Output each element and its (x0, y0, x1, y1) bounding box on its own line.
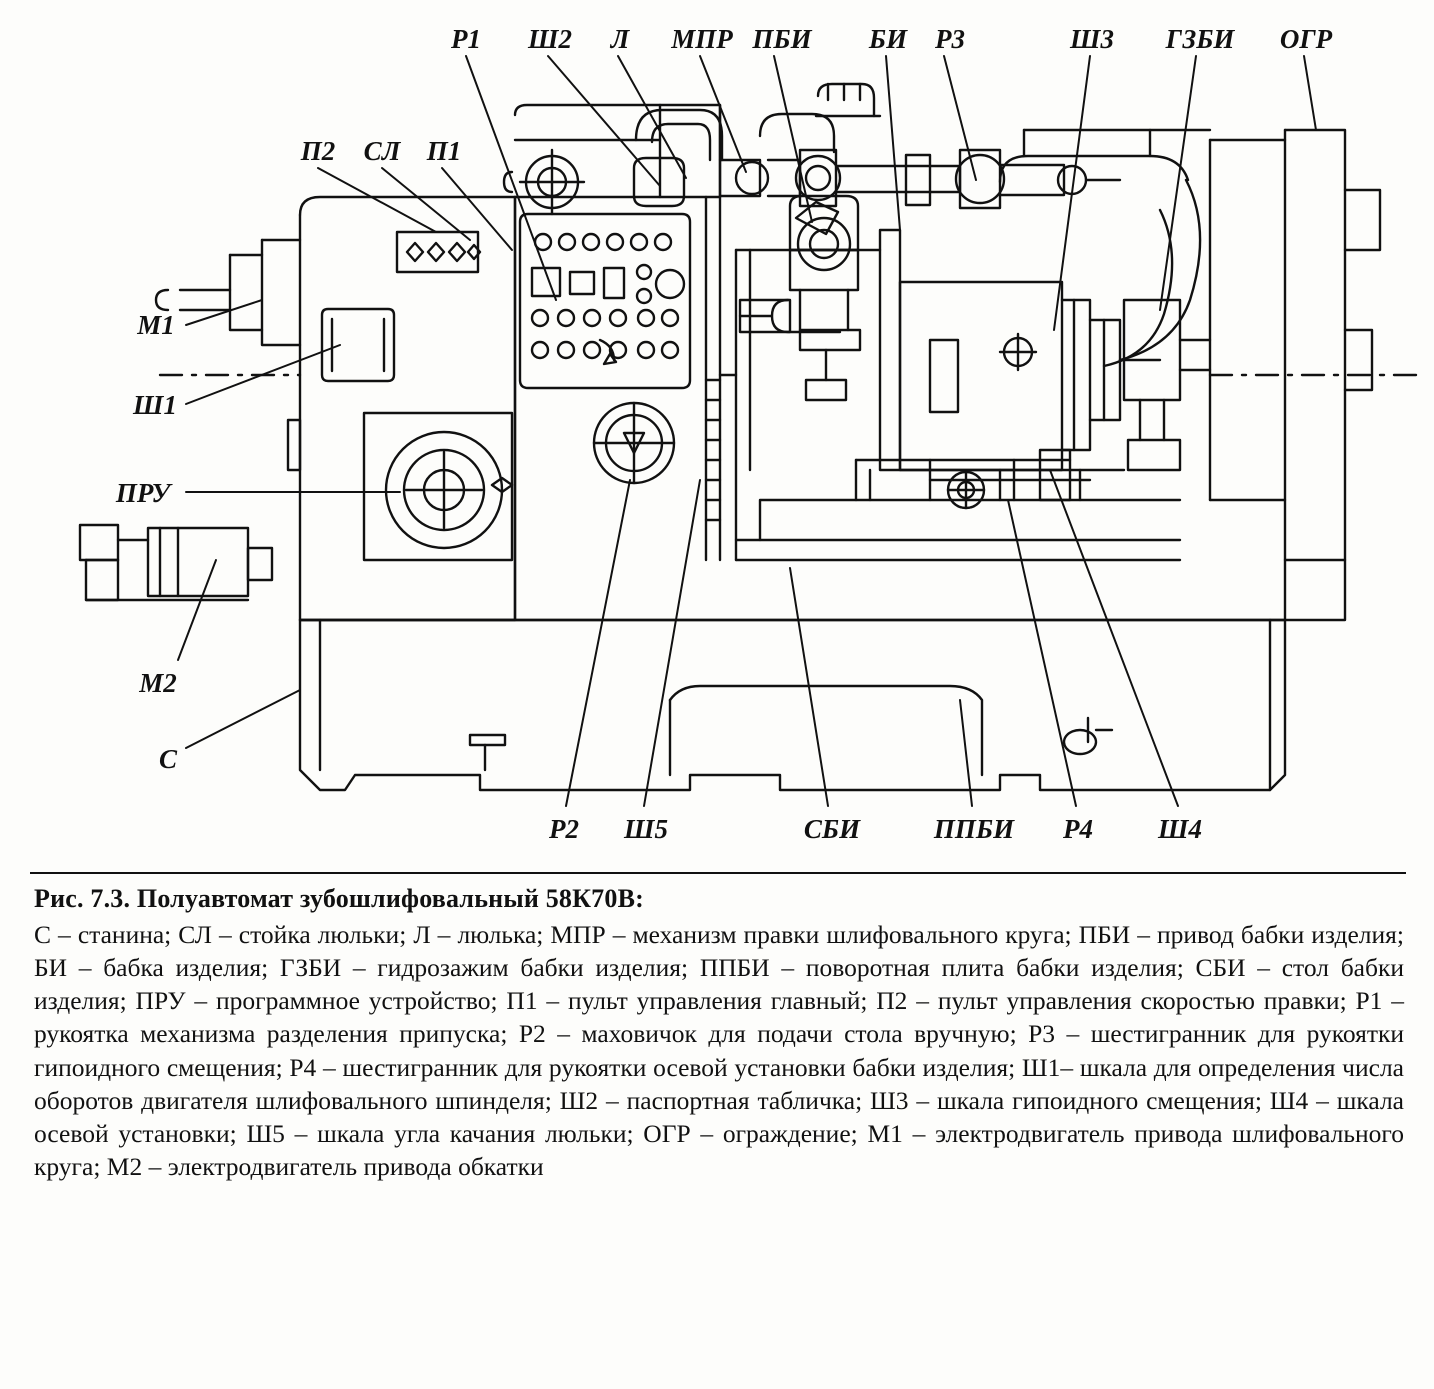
caption-title: Рис. 7.3. Полуавтомат зубошлифовальный 58К70В: (34, 884, 644, 913)
callout-label-sh2: Ш2 (528, 24, 572, 54)
caption-divider (30, 872, 1406, 874)
callout-label-m2: М2 (139, 668, 177, 698)
callout-label-p1: Р1 (451, 24, 481, 54)
callout-label-ppbi: ППБИ (933, 814, 1015, 844)
callout-label-sl: СЛ (363, 136, 401, 166)
callout-label-pru: ПРУ (115, 478, 171, 508)
callout-label-r2: Р2 (549, 814, 579, 844)
caption-legend-text: С – станина; СЛ – стойка люльки; Л – люлька; МПР – механизм правки шлифовального круга; ПБИ – привод бабки изделия; БИ – бабка изделия; ГЗБИ – гидрозажим бабки изделия; ППБИ – поворотная плита бабки изделия; СБИ – стол бабки изделия; ПРУ – программное устройство; П1 – пульт управления главный; П2 – пульт управления скоростью правки; Р1 – рукоятка механизма разделения припуска; Р2 – маховичок для подачи стола вручную; Р3 – шестигранник для рукоятки гипоидного смещения; Р4 – шестигранник для рукоятки осевой установки бабки изделия; Ш1– шкала для определения числа оборотов двигателя шлифовального шпинделя; Ш2 – паспортная табличка; Ш3 – шкала гипоидного смещения; Ш4 – шкала осевой установки; Ш5 – шкала угла качания люльки; ОГР – ограждение; М1 – электродвигатель привода шлифовального круга; М2 – электродвигатель привода обкатки (34, 920, 1404, 1181)
callout-label-r4: Р4 (1063, 814, 1093, 844)
callout-label-l: Л (610, 24, 630, 54)
callout-label-sh5: Ш5 (624, 814, 668, 844)
callout-label-ogr: ОГР (1279, 24, 1333, 54)
callout-label-m1: М1 (137, 310, 175, 340)
callout-label-sh3: Ш3 (1070, 24, 1114, 54)
callout-label-mpr: МПР (671, 24, 733, 54)
callout-label-r3: Р3 (935, 24, 965, 54)
callout-label-pbi: ПБИ (752, 24, 812, 54)
callout-label-sh4: Ш4 (1158, 814, 1202, 844)
callout-label-gzbi: ГЗБИ (1165, 24, 1235, 54)
figure-caption (34, 884, 1404, 1183)
callout-label-p1-top: П1 (426, 136, 462, 166)
callout-label-sh1: Ш1 (133, 390, 177, 420)
callout-label-sbi: СБИ (803, 814, 861, 844)
callout-label-p2: П2 (300, 136, 336, 166)
callout-label-bi: БИ (868, 24, 908, 54)
callout-label-s: С (158, 744, 178, 774)
